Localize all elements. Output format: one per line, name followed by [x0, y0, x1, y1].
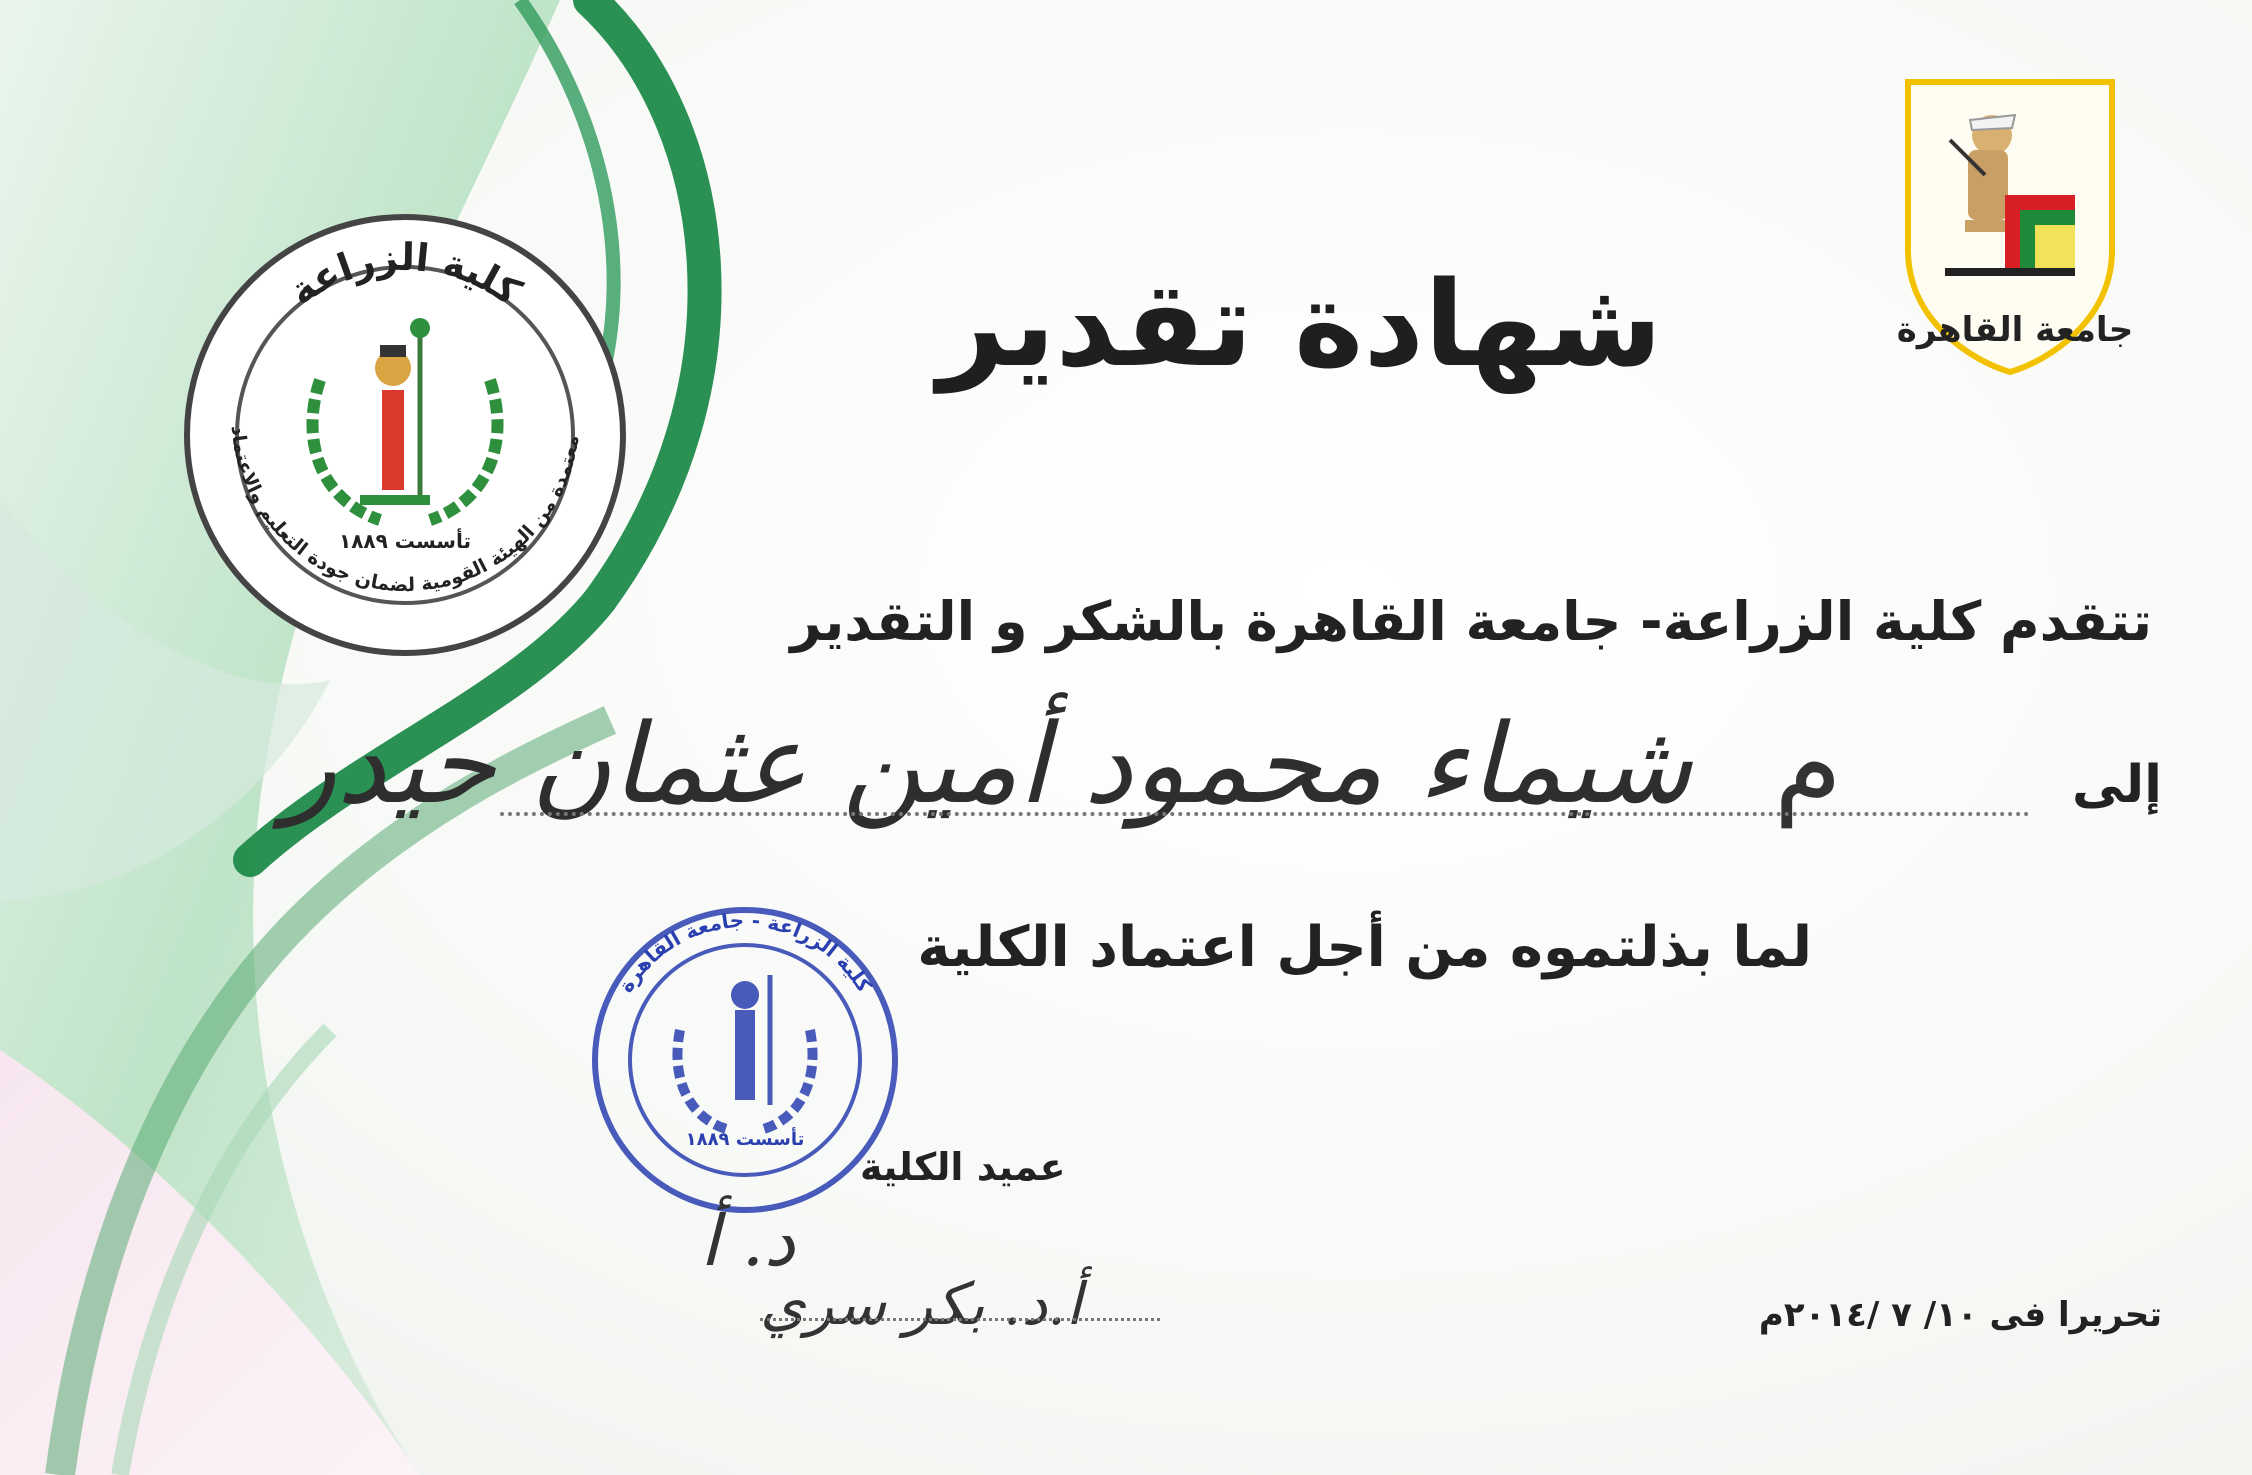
faculty-seal-founded: تأسست ١٨٨٩: [338, 529, 472, 553]
dean-name: أ.د. بكر سري: [760, 1270, 1082, 1338]
stamp-ring-text: كلية الزراعة - جامعة القاهرة: [613, 907, 877, 997]
stamp-founded: تأسست ١٨٨٩: [685, 1129, 805, 1150]
issue-date: تحريرا فى ١٠/ ٧ /٢٠١٤م: [1758, 1295, 2162, 1335]
recipient-dotted-line: [500, 812, 2030, 816]
to-label: إلى: [2072, 755, 2162, 815]
intro-line: تتقدم كلية الزراعة- جامعة القاهرة بالشكر و التقدير: [790, 590, 2152, 653]
recipient-name: شيماء محمود أمين عثمان حيدر: [283, 700, 1692, 828]
dean-label: عميد الكلية: [860, 1145, 1066, 1189]
university-name: جامعة القاهرة: [1896, 310, 2134, 350]
faculty-seal-title: كلية الزراعة: [280, 234, 530, 314]
dean-dotted-line: [760, 1318, 1160, 1321]
faculty-seal-ring-text: معتمدة من الهيئة القومية لضمان جودة التعليم والاعتماد: [226, 424, 584, 597]
dean-signature: د. أ: [700, 1200, 796, 1282]
reason-line: لما بذلتموه من أجل اعتماد الكلية: [917, 915, 1812, 980]
recipient-title: م: [1773, 700, 1842, 828]
certificate-title: شهادة تقدير: [937, 255, 1663, 393]
